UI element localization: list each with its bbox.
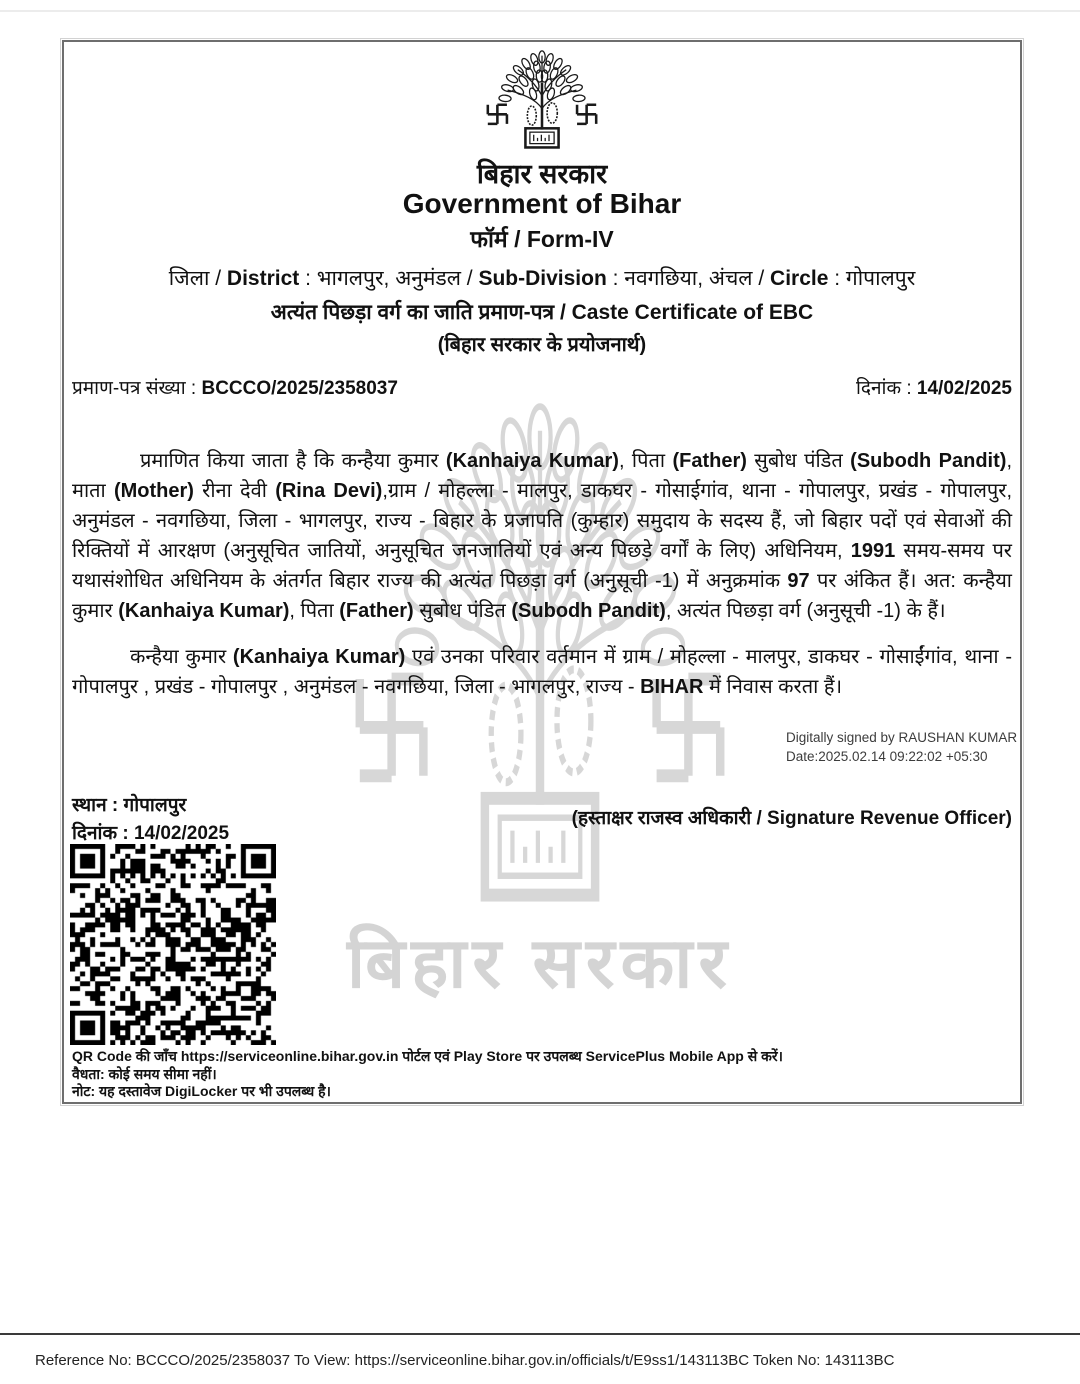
watermark-text: बिहार सरकार — [347, 924, 733, 1002]
government-title-english: Government of Bihar — [402, 188, 682, 219]
bihar-emblem-icon — [478, 48, 606, 150]
government-title-hindi: बिहार सरकार — [476, 159, 608, 189]
place-line: स्थान : गोपालपुर — [72, 795, 187, 816]
certificate-body — [64, 446, 1020, 702]
certificate-meta-row — [64, 374, 1020, 400]
digital-signature-line1: Digitally signed by RAUSHAN KUMAR — [786, 730, 1018, 745]
footer-notes — [72, 1048, 1012, 1101]
note-qr-check: QR Code की जाँच https://serviceonline.bihar.gov.in पोर्टल एवं Play Store पर उपलब्ध ServicePlus Mobile App से करें। — [72, 1048, 783, 1064]
certificate-date: दिनांक : 14/02/2025 — [856, 378, 1012, 399]
footer-reference: Reference No: BCCCO/2025/2358037 To View: https://serviceonline.bihar.gov.in/officials/t/E9ss1/143113BC Token No: 143113BC — [35, 1352, 895, 1369]
digital-signature-line2: Date:2025.02.14 09:22:02 +05:30 — [786, 749, 988, 764]
certificate-title: अत्यंत पिछड़ा वर्ग का जाति प्रमाण-पत्र / Caste Certificate of EBC — [270, 301, 814, 324]
purpose-line: (बिहार सरकार के प्रयोजनार्थ) — [437, 334, 647, 356]
signature-officer-line: (हस्ताक्षर राजस्व अधिकारी / Signature Revenue Officer) — [571, 808, 1012, 829]
certificate-border-box — [62, 40, 1022, 1104]
place-date-block — [72, 792, 229, 848]
date-line: दिनांक : 14/02/2025 — [72, 823, 230, 844]
district-line: जिला / District : भागलपुर, अनुमंडल / Sub-Division : नवगछिया, अंचल / Circle : गोपालपुर — [168, 267, 916, 290]
certificate-number: प्रमाण-पत्र संख्या : BCCCO/2025/2358037 — [72, 378, 398, 399]
note-digilocker: नोट: यह दस्तावेज DigiLocker पर भी उपलब्ध है। — [72, 1083, 331, 1099]
qr-code — [70, 844, 276, 1045]
body-paragraph-1: प्रमाणित किया जाता है कि कन्हैया कुमार (Kanhaiya Kumar), पिता (Father) सुबोध पंडित (Subodh Pandit), माता (Mother) रीना देवी (Rina Devi),ग्राम / मोहल्ला - मालपुर, डाकघर - गोसाईगांव, थाना - गोपालपुर, प्रखंड - गोपालपुर, अनुमंडल - नवगछिया, जिला - भागलपुर, राज्य - बिहार के प्रजापति (कुम्हार) समुदाय के सदस्य हैं, जो बिहार पदों एवं सेवाओं की रिक्तियों में आरक्षण (अनुसूचित जातियों, अनुसूचित जनजातियों एवं अन्य पिछड़े वर्गों के लिए) अधिनियम, 1991 समय-समय पर यथासंशोधित अधिनियम के अंतर्गत बिहार राज्य की अत्यंत पिछड़ा वर्ग (अनुसूची -1) में अनुक्रमांक 97 पर अंकित हैं। अत: कन्हैया कुमार (Kanhaiya Kumar), पिता (Father) सुबोध पंडित (Subodh Pandit), अत्यंत पिछड़ा वर्ग (अनुसूची -1) के हैं। — [72, 450, 1013, 622]
page-top-edge — [0, 10, 1080, 12]
footer-separator — [0, 1333, 1080, 1335]
note-validity: वैधता: कोई समय सीमा नहीं। — [72, 1065, 217, 1082]
digital-signature-block — [786, 728, 1017, 766]
form-number: फॉर्म / Form-IV — [470, 226, 614, 252]
body-paragraph-2: कन्हैया कुमार (Kanhaiya Kumar) एवं उनका परिवार वर्तमान में ग्राम / मोहल्ला - मालपुर, डाकघर - गोसाईंगांव, थाना - गोपालपुर , प्रखंड - गोपालपुर , अनुमंडल - नवगछिया, जिला - भागलपुर, राज्य - BIHAR में निवास करता हैं। — [72, 646, 1012, 698]
